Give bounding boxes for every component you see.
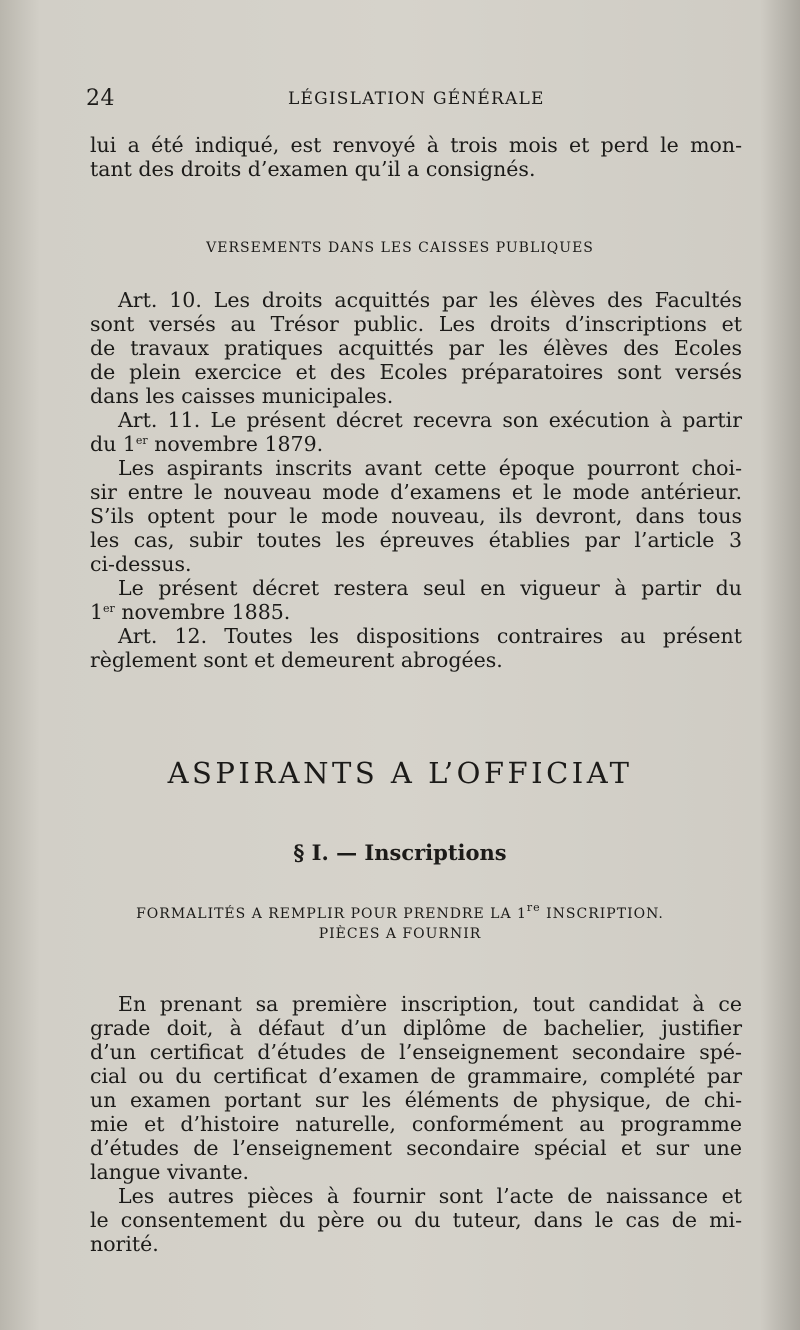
article-11 [90, 408, 742, 456]
article-12 [90, 624, 742, 672]
paragraph-continuation [90, 133, 742, 181]
text-line: Art. 11. Le présent décret recevra son exécution à partir [118, 408, 742, 432]
text-line: d’un certificat d’études de l’enseignement secondaire spé- [90, 1040, 742, 1064]
text-line: ci-dessus. [90, 552, 192, 576]
text-line: règlement sont et demeurent abrogées. [90, 648, 503, 672]
text-line: sont versés au Trésor public. Les droits d’inscriptions et [90, 312, 742, 336]
heading-formalites-line2: PIÈCES A FOURNIR [318, 926, 482, 942]
text-line: S’ils optent pour le mode nouveau, ils devront, dans tous [90, 504, 742, 528]
text-line: les cas, subir toutes les épreuves établies par l’article 3 [90, 528, 742, 552]
page-number: 24 [86, 86, 115, 111]
text-line: Les autres pièces à fournir sont l’acte de naissance et [118, 1184, 742, 1208]
text-line: lui a été indiqué, est renvoyé à trois mois et perd le mon- [90, 133, 742, 157]
text-line: langue vivante. [90, 1160, 249, 1184]
other-documents-paragraph [90, 1184, 742, 1256]
first-inscription-paragraph [90, 992, 742, 1184]
text-line: Les aspirants inscrits avant cette époque pourront choi- [118, 456, 742, 480]
text-line: le consentement du père ou du tuteur, dans le cas de mi- [90, 1208, 742, 1232]
text-line: d’études de l’enseignement secondaire spécial et sur une [90, 1136, 742, 1160]
text-line: Art. 12. Toutes les dispositions contraires au présent [118, 624, 742, 648]
text-line: sir entre le nouveau mode d’examens et le mode antérieur. [90, 480, 742, 504]
text-line: Art. 10. Les droits acquittés par les élèves des Facultés [118, 288, 742, 312]
page-header [0, 86, 800, 116]
text-line: mie et d’histoire naturelle, conformément au programme [90, 1112, 742, 1136]
text-line: dans les caisses municipales. [90, 384, 394, 408]
text-line: cial ou du certificat d’examen de grammaire, complété par [90, 1064, 742, 1088]
text-line: grade doit, à défaut d’un diplôme de bachelier, justifier [90, 1016, 742, 1040]
heading-formalites-line1: FORMALITÉS A REMPLIR POUR PRENDRE LA 1re INSCRIPTION. [136, 901, 664, 922]
article-10 [90, 288, 742, 408]
aspirants-paragraph [90, 456, 742, 576]
text-line: Le présent décret restera seul en vigueur à partir du [118, 576, 742, 600]
decree-paragraph [90, 576, 742, 624]
text-line: de travaux pratiques acquittés par les élèves des Ecoles [90, 336, 742, 360]
text-line: tant des droits d’examen qu’il a consignés. [90, 157, 536, 181]
text-line: norité. [90, 1232, 159, 1256]
text-line: 1er novembre 1885. [90, 600, 291, 624]
subsection-title: § I. — Inscriptions [293, 840, 507, 865]
running-title: LÉGISLATION GÉNÉRALE [288, 89, 545, 109]
text-line: En prenant sa première inscription, tout candidat à ce [118, 992, 742, 1016]
text-line: du 1er novembre 1879. [90, 432, 324, 456]
text-line: un examen portant sur les éléments de physique, de chi- [90, 1088, 742, 1112]
text-line: de plein exercice et des Ecoles préparatoires sont versés [90, 360, 742, 384]
section-title: ASPIRANTS A L’OFFICIAT [167, 756, 633, 790]
heading-formalites [0, 901, 800, 942]
heading-versements: VERSEMENTS DANS LES CAISSES PUBLIQUES [206, 240, 594, 256]
